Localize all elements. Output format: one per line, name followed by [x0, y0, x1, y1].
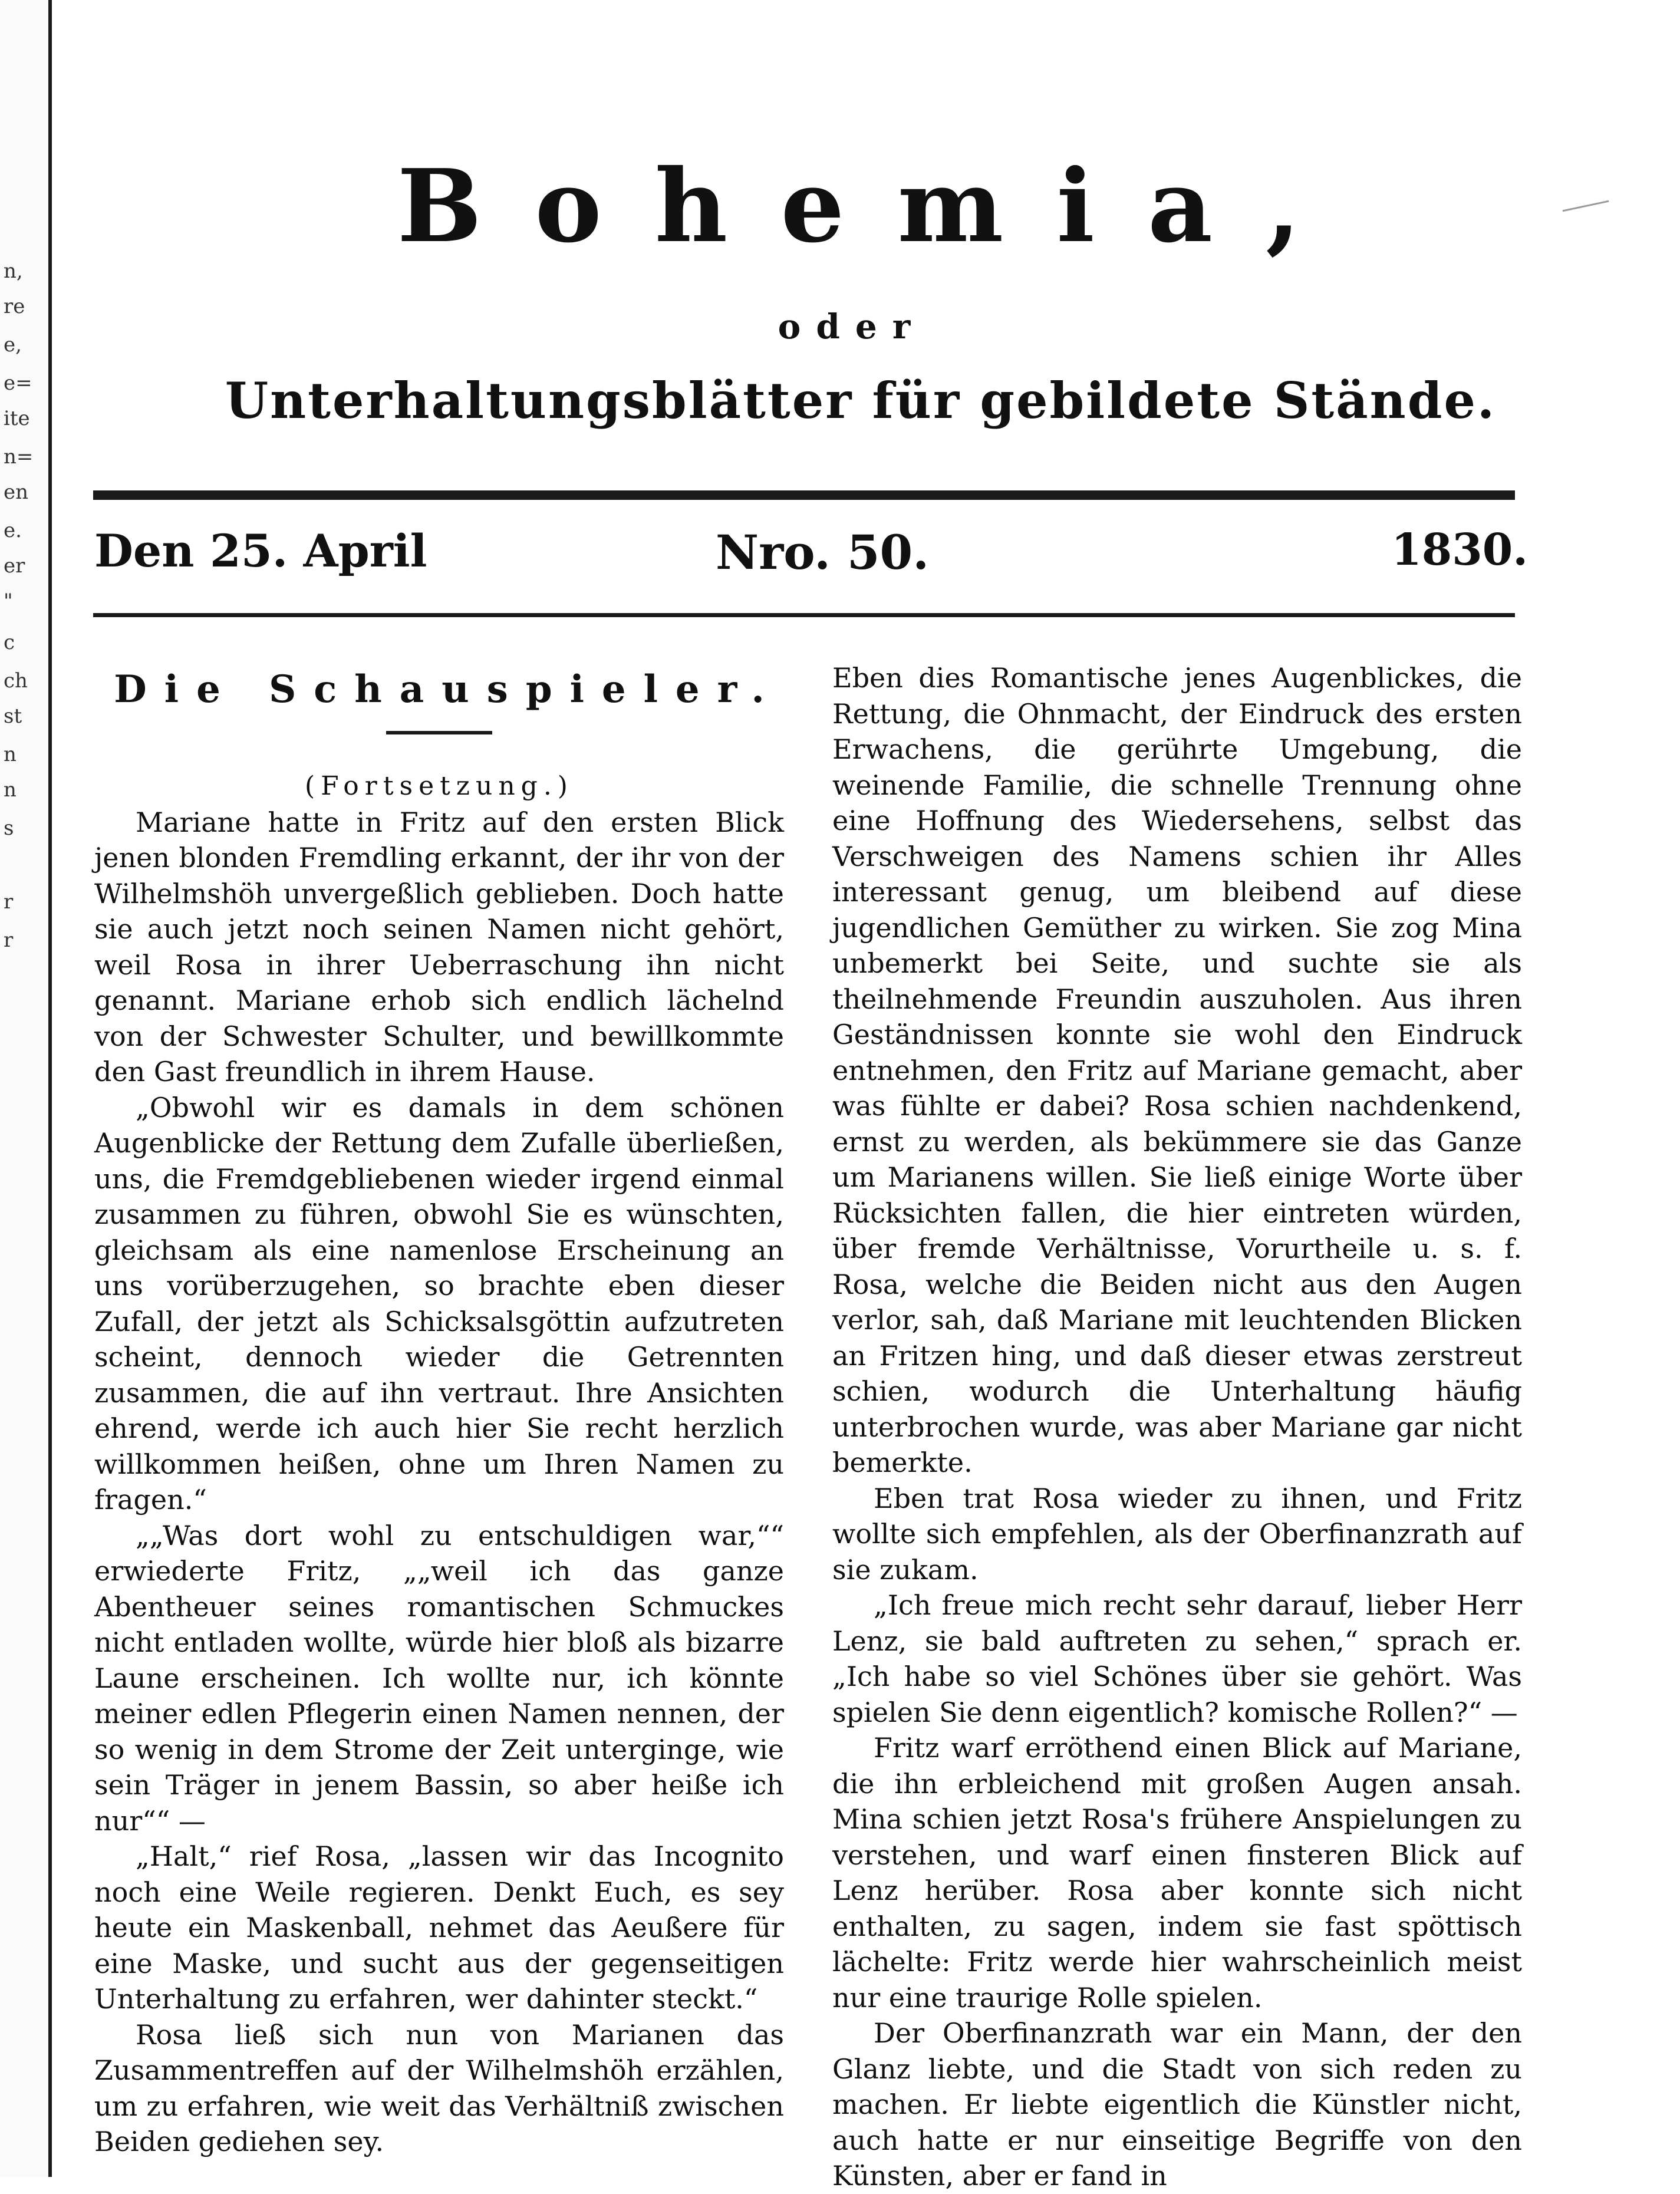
- paragraph-continued: Eben dies Romantische jenes Augenblickes, die Rettung, die Ohnmacht, der Eindruck des ersten Erwachens, die gerührte Umgebung, die weinende Familie, die schnelle Trennung ohne eine Hoffnung des Wiedersehens, selbst das Verschweigen des Namens schien ihr Alles interessant genug, um bleibend auf diese jugendlichen Gemüther zu wirken. Sie zog Mina unbemerkt bei Seite, und suchte sie als theilnehmende Freundin auszuholen. Aus ihren Geständnissen konnte sie wohl den Eindruck entnehmen, den Fritz auf Mariane gemacht, aber was fühlte er dabei? Rosa schien nachdenkend, ernst zu werden, als bekümmere sie das Ganze um Marianens willen. Sie ließ einige Worte über Rücksichten fallen, die hier eintreten würden, über fremde Verhältnisse, Vorurtheile u. s. f. Rosa, welche die Beiden nicht aus den Augen verlor, sah, daß Mariane mit leuchtenden Blicken an Fritzen hing, und daß dieser etwas zerstreut schien, wodurch die Unterhaltung häufig unterbrochen wurde, was aber Mariane gar nicht bemerkte.: [832, 662, 1522, 1478]
- right-column: [832, 660, 1522, 2194]
- fragment: c: [4, 631, 15, 654]
- left-column: [94, 660, 784, 2160]
- fragment: en: [4, 480, 29, 504]
- fragment: ite: [4, 407, 30, 430]
- paragraph: Der Oberfinanzrath war ein Mann, der den Glanz liebte, und die Stadt von sich reden zu machen. Er liebte eigentlich die Künstler nicht, auch hatte er nur einseitige Begriffe von den Künsten, aber er fand in: [832, 2017, 1522, 2192]
- paragraph: „„Was dort wohl zu entschuldigen war,““ erwiederte Fritz, „„weil ich das ganze Abentheuer seines romantischen Schmuckes nicht entladen wollte, würde hier bloß als bizarre Laune erscheinen. Ich wollte nur, ich könnte meiner edlen Pflegerin einen Namen nennen, der so wenig in dem Strome der Zeit unterginge, wie sein Träger in jenem Bassin, so aber heiße ich nur““ —: [94, 1519, 784, 1837]
- fragment: n: [4, 743, 17, 766]
- fragment: st: [4, 704, 22, 728]
- issue-date: Den 25. April: [94, 525, 427, 577]
- fragment: ": [4, 589, 13, 613]
- masthead-subtitle: Unterhaltungsblätter für gebildete Stände.: [225, 371, 1497, 430]
- fragment: n,: [4, 259, 23, 283]
- title-rule: [386, 731, 492, 734]
- fragment: n: [4, 778, 17, 802]
- continuation-note: (Fortsetzung.): [305, 771, 574, 801]
- fragment: r: [4, 928, 14, 952]
- fragment: e,: [4, 333, 22, 357]
- paragraph: Rosa ließ sich nun von Marianen das Zusammentreffen auf der Wilhelmshöh erzählen, um zu erfahren, wie weit das Verhältniß zwischen Beiden gediehen sey.: [94, 2018, 784, 2157]
- header-rule: [93, 613, 1515, 617]
- paragraph: „Halt,“ rief Rosa, „lassen wir das Incognito noch eine Weile regieren. Denkt Euch, es sey heute ein Maskenball, nehmet das Aeußere für eine Maske, und sucht aus der gegenseitigen Unterhaltung zu erfahren, wer dahinter steckt.“: [94, 1840, 784, 2015]
- masthead-or: oder: [778, 307, 926, 347]
- fragment: r: [4, 890, 14, 914]
- paragraph: „Ich freue mich recht sehr darauf, lieber Herr Lenz, sie bald auftreten zu sehen,“ sprach er. „Ich habe so viel Schönes über sie gehört. Was spielen Sie denn eigentlich? komische Rollen?“ —: [832, 1589, 1522, 1728]
- masthead-rule: [93, 490, 1515, 500]
- paragraph: Eben trat Rosa wieder zu ihnen, und Fritz wollte sich empfehlen, als der Oberfinanzrath auf sie zukam.: [832, 1482, 1522, 1586]
- paragraph: Mariane hatte in Fritz auf den ersten Blick jenen blonden Fremdling erkannt, der ihr von der Wilhelmshöh unvergeßlich geblieben. Doch hatte sie auch jetzt noch seinen Namen nicht gehört, weil Rosa in ihrer Ueberraschung ihn nicht genannt. Mariane erhob sich endlich lächelnd von der Schwester Schulter, und bewillkommte den Gast freundlich in ihrem Hause.: [94, 806, 784, 1088]
- masthead-title: Bohemia,: [397, 147, 1354, 265]
- article-title: Die Schauspieler.: [114, 667, 782, 711]
- issue-year: 1830.: [1391, 525, 1528, 575]
- paragraph: Fritz warf erröthend einen Blick auf Mariane, die ihn erbleichend mit großen Augen ansah. Mina schien jetzt Rosa's frühere Anspielungen zu verstehen, und warf einen finsteren Blick auf Lenz herüber. Rosa aber konnte sich nicht enthalten, zu sagen, indem sie fast spöttisch lächelte: Fritz werde hier wahrscheinlich meist nur eine traurige Rolle spielen.: [832, 1732, 1522, 2014]
- paragraph: „Obwohl wir es damals in dem schönen Augenblicke der Rettung dem Zufalle überließen, uns, die Fremdgebliebenen wieder irgend einmal zusammen zu führen, obwohl Sie es wünschten, gleichsam als eine namenlose Erscheinung an uns vorüberzugehen, so brachte eben dieser Zufall, der jetzt als Schicksalsgöttin aufzutreten scheint, dennoch wieder die Getrennten zusammen, die auf ihn vertraut. Ihre Ansichten ehrend, werde ich auch hier Sie recht herzlich willkommen heißen, ohne um Ihren Namen zu fragen.“: [94, 1091, 784, 1516]
- fragment: re: [4, 295, 25, 318]
- fragment: ch: [4, 669, 28, 693]
- fragment: e.: [4, 519, 22, 542]
- issue-number: Nro. 50.: [715, 525, 930, 580]
- fragment: n=: [4, 445, 34, 469]
- fragment: e=: [4, 371, 32, 395]
- fragment: er: [4, 554, 25, 578]
- fragment: s: [4, 816, 14, 840]
